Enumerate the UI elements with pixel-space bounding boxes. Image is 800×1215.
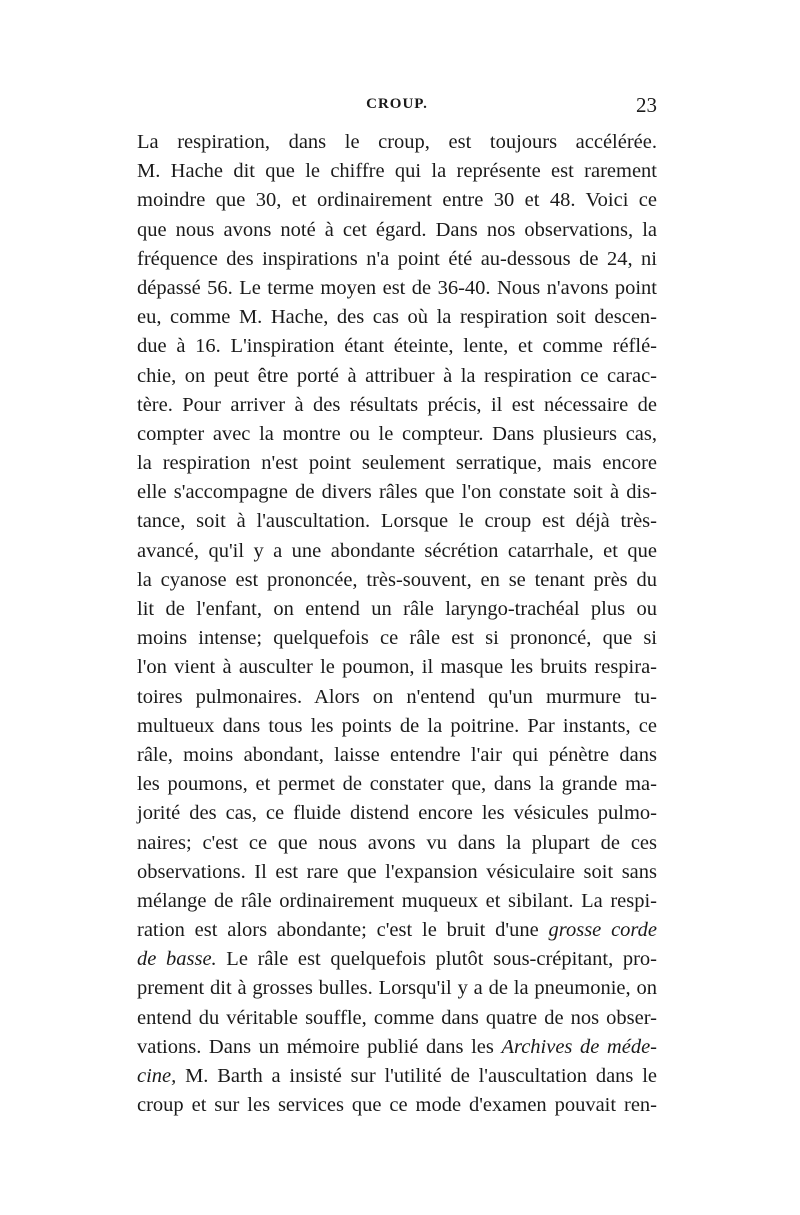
text-line: la respiration n'est point seulement serratique, mais encore	[137, 452, 657, 475]
text-line: observations. Il est rare que l'expansion vésiculaire soit sans	[137, 860, 657, 883]
text-line: jorité des cas, ce fluide distend encore les vésicules pulmo-	[137, 802, 657, 825]
text-line: multueux dans tous les points de la poitrine. Par instants, ce	[137, 714, 657, 737]
text-run: M. Barth a insisté sur l'utilité de l'auscultation dans le	[176, 1065, 657, 1087]
text-line: que nous avons noté à cet égard. Dans nos observations, la	[137, 218, 657, 241]
text-line: avancé, qu'il y a une abondante sécrétion catarrhale, et que	[137, 539, 657, 562]
italic-run: grosse corde	[548, 919, 657, 942]
text-line: M. Hache dit que le chiffre qui la représente est rarement	[137, 160, 657, 183]
text-line: dépassé 56. Le terme moyen est de 36-40. Nous n'avons point	[137, 276, 657, 299]
running-head	[137, 93, 657, 124]
running-title: CROUP.	[366, 96, 428, 112]
text-line: entend du véritable souffle, comme dans quatre de nos obser-	[137, 1006, 657, 1029]
text-line: La respiration, dans le croup, est toujours accélérée.	[137, 131, 657, 153]
text-line: tère. Pour arriver à des résultats précis, il est nécessaire de	[137, 393, 657, 416]
text-line: moindre que 30, et ordinairement entre 30 et 48. Voici ce	[137, 189, 657, 212]
text-line: elle s'accompagne de divers râles que l'on constate soit à dis-	[137, 481, 657, 504]
text-line: prement dit à grosses bulles. Lorsqu'il y a de la pneumonie, on	[137, 977, 657, 1000]
text-line: râle, moins abondant, laisse entendre l'air qui pénètre dans	[137, 743, 657, 766]
text-line: chie, on peut être porté à attribuer à la respiration ce carac-	[137, 364, 657, 387]
text-line	[137, 1033, 657, 1062]
text-run: vations. Dans un mémoire publié dans les	[137, 1035, 502, 1058]
text-line: lit de l'enfant, on entend un râle laryngo-trachéal plus ou	[137, 598, 657, 620]
text-line	[137, 945, 657, 974]
text-line: eu, comme M. Hache, des cas où la respiration soit descen-	[137, 306, 657, 329]
text-line: due à 16. L'inspiration étant éteinte, lente, et comme réflé-	[137, 335, 657, 358]
italic-run: de basse.	[137, 948, 217, 971]
text-line: l'on vient à ausculter le poumon, il masque les bruits respira-	[137, 656, 657, 679]
text-line	[137, 916, 657, 945]
text-line: compter avec la montre ou le compteur. Dans plusieurs cas,	[137, 422, 657, 445]
italic-run: Archives de méde-	[501, 1035, 657, 1058]
italic-run: cine,	[137, 1065, 177, 1087]
text-line: mélange de râle ordinairement muqueux et sibilant. La respi-	[137, 889, 657, 912]
text-line: naires; c'est ce que nous avons vu dans la plupart de ces	[137, 831, 657, 854]
text-line: fréquence des inspirations n'a point été au-dessous de 24, ni	[137, 247, 657, 270]
text-line: tance, soit à l'auscultation. Lorsque le croup est déjà très-	[137, 510, 657, 533]
text-line: les poumons, et permet de constater que, dans la grande ma-	[137, 773, 657, 796]
page-number: 23	[636, 93, 657, 117]
text-line: moins intense; quelquefois ce râle est si prononcé, que si	[137, 627, 657, 650]
text-line	[137, 1062, 657, 1091]
body-text	[137, 128, 657, 1120]
text-line: toires pulmonaires. Alors on n'entend qu'un murmure tu-	[137, 685, 657, 708]
text-run: Le râle est quelquefois plutôt sous-crépitant, pro-	[216, 948, 657, 971]
text-line: croup et sur les services que ce mode d'examen pouvait ren-	[137, 1094, 657, 1117]
text-run: ration est alors abondante; c'est le bruit d'une	[137, 919, 549, 942]
text-line: la cyanose est prononcée, très-souvent, en se tenant près du	[137, 568, 657, 591]
